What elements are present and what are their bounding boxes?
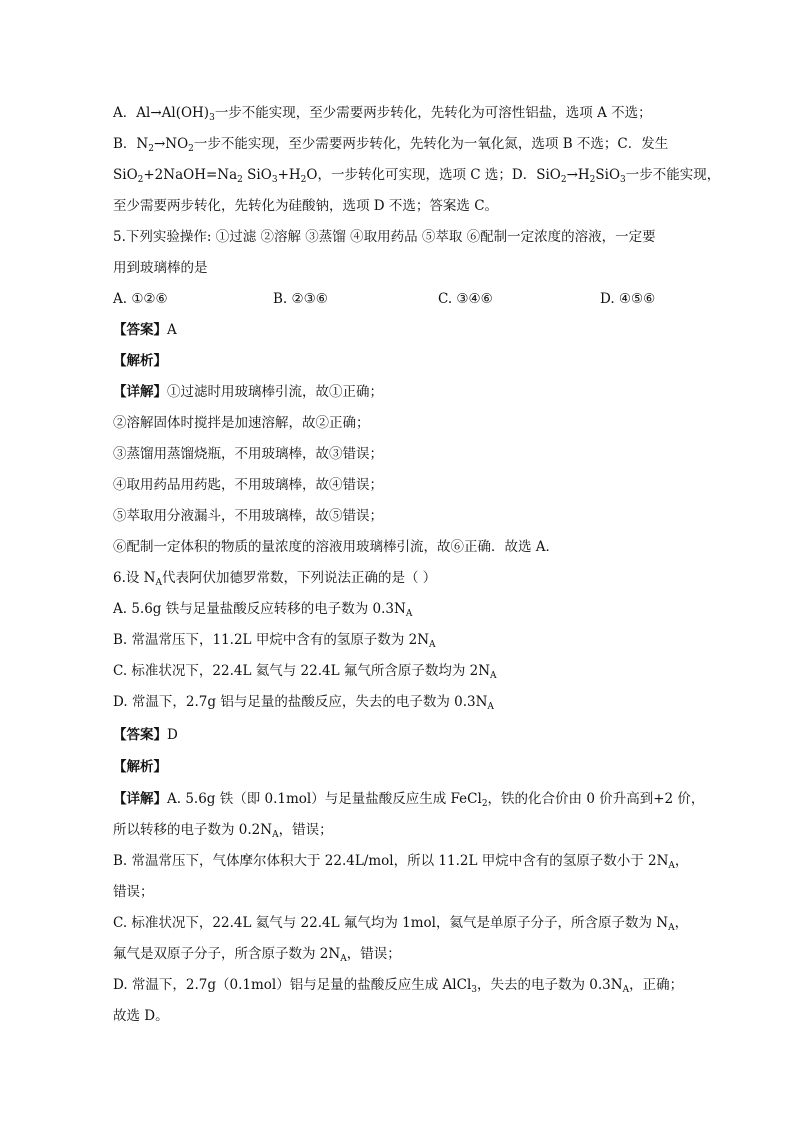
q6-option-d: D. 常温下，2.7g 铝与足量的盐酸反应，失去的电子数为 $0.3N_A$	[113, 694, 494, 712]
q5-option-c: C. ③④⑥	[438, 291, 493, 307]
detail-label: 【详解】	[113, 384, 167, 400]
q6-detail-7: D. 常温下，2.7g（0.1mol）铝与足量的盐酸反应生成 AlCl$_3$，失去的电子数为 $0.3N_A$，正确；	[113, 977, 684, 995]
q6-detail-6: 氟气是双原子分子，所含原子数为 $2N_A$，错误；	[113, 946, 401, 964]
detail-label: 【详解】	[113, 791, 167, 807]
q6-detail-4: 错误；	[113, 884, 154, 900]
answer-label: 【答案】	[113, 322, 167, 338]
q5-detail-3: ③蒸馏用蒸馏烧瓶，不用玻璃棒，故③错误；	[113, 446, 383, 462]
q5-detail-2: ②溶解固体时搅拌是加速溶解，故②正确；	[113, 415, 370, 431]
q6-detail-3: B. 常温常压下，气体摩尔体积大于 22.4L/mol，所以 11.2L 甲烷中含有的氢原子数小于 $2N_A$，	[113, 853, 689, 871]
q5-detail-4: ④取用药品用药匙，不用玻璃棒，故④错误；	[113, 477, 383, 493]
q6-option-c: C. 标准状况下，22.4L 氦气与 22.4L 氟气所含原子数均为 $2N_A$	[113, 663, 497, 681]
q5-detail-6: ⑥配制一定体积的物质的量浓度的溶液用玻璃棒引流，故⑥正确．故选 A．	[113, 539, 560, 555]
answer-line-conclusion: 至少需要两步转化，先转化为硅酸钠，选项 D 不选；答案选 C。	[113, 198, 499, 214]
q6-detail-2: 所以转移的电子数为 $0.2N_A$，错误；	[113, 822, 333, 840]
q5-detail-5: ⑤萃取用分液漏斗，不用玻璃棒，故⑤错误；	[113, 508, 383, 524]
q6-answer: 【答案】D	[113, 727, 178, 743]
answer-line-a: A．$Al\to Al(OH)_3$一步不能实现，至少需要两步转化，先转化为可溶性铝盐，选项 A 不选；	[113, 105, 652, 123]
q5-analysis-label: 【解析】	[113, 353, 167, 369]
answer-line-c-d: $SiO_2+2NaOH=Na_2$ $SiO_3+H_2O$，一步转化可实现，选项 C 选；D．$SiO_2\to H_2SiO_3$一步不能实现，	[113, 167, 721, 185]
q5-option-a: A. ①②⑥	[113, 291, 168, 307]
q5-stem-line1: 5.下列实验操作: ①过滤 ②溶解 ③蒸馏 ④取用药品 ⑤萃取 ⑥配制一定浓度的溶液，一定要	[113, 229, 656, 245]
q5-stem-line2: 用到玻璃棒的是	[113, 260, 208, 276]
q6-detail-1: 【详解】A. 5.6g 铁（即 0.1mol）与足量盐酸反应生成 FeCl$_2$，铁的化合价由 0 价升高到+2 价，	[113, 791, 705, 809]
answer-line-b: B．$N_2\to NO_2$一步不能实现，至少需要两步转化，先转化为一氧化氮，选项 B 不选；C．发生	[113, 136, 669, 154]
q5-option-d: D. ④⑤⑥	[600, 291, 656, 307]
q6-stem: 6.设 $N_A$代表阿伏加德罗常数，下列说法正确的是（ ）	[113, 570, 437, 588]
q6-detail-8: 故选 D。	[113, 1008, 169, 1024]
q6-analysis-label: 【解析】	[113, 759, 167, 775]
q5-answer: 【答案】A	[113, 322, 177, 338]
q6-option-b: B. 常温常压下，11.2L 甲烷中含有的氢原子数为 $2N_A$	[113, 632, 436, 650]
q6-option-a: A. 5.6g 铁与足量盐酸反应转移的电子数为 $0.3N_A$	[113, 601, 413, 619]
answer-label: 【答案】	[113, 727, 167, 743]
q5-detail-1: 【详解】①过滤时用玻璃棒引流，故①正确；	[113, 384, 383, 400]
q5-option-b: B. ②③⑥	[273, 291, 328, 307]
q6-detail-5: C. 标准状况下，22.4L 氦气与 22.4L 氟气均为 1mol，氦气是单原子分子，所含原子数为 $N_A$，	[113, 915, 689, 933]
